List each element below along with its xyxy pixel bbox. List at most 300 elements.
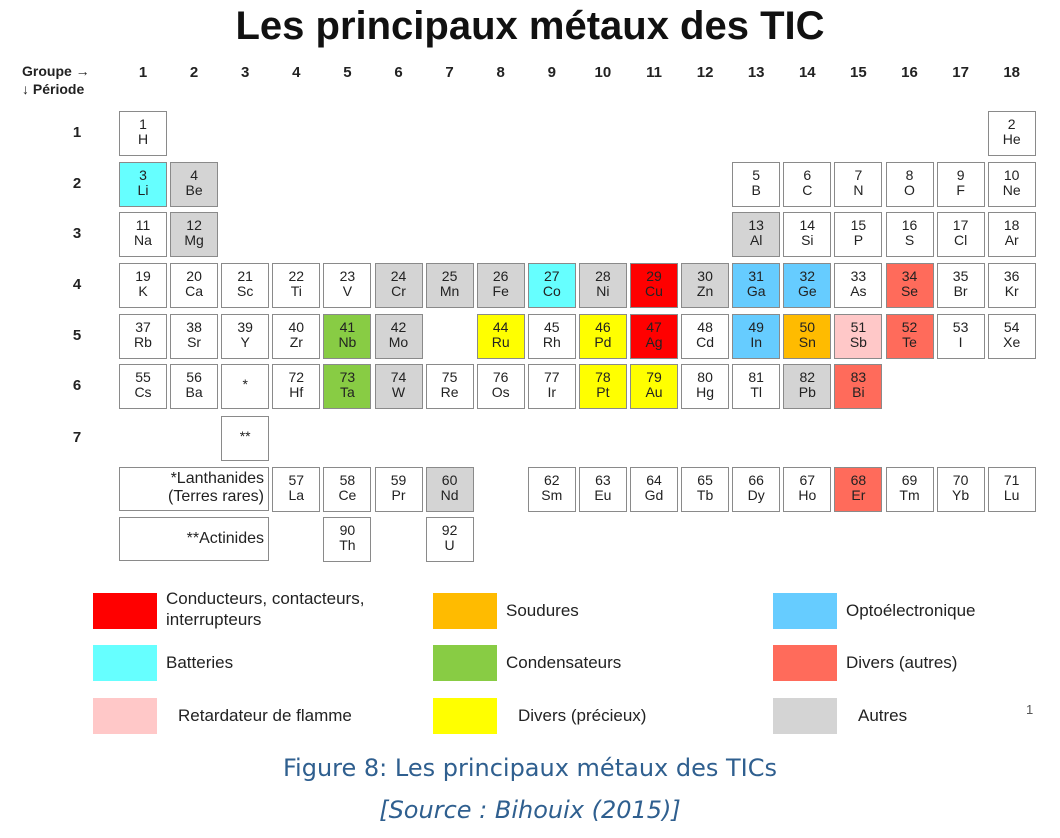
element-symbol: Ar [1004, 232, 1019, 248]
atomic-number: 65 [697, 472, 713, 488]
legend-label-batteries: Batteries [166, 653, 234, 672]
element-symbol: Sm [541, 487, 563, 503]
element-symbol: Ge [797, 283, 817, 299]
atomic-number: 83 [850, 369, 867, 385]
element-symbol: Ne [1002, 182, 1021, 198]
element-symbol: Re [440, 384, 459, 400]
atomic-number: 50 [799, 319, 816, 335]
element-cell-ag [630, 314, 678, 359]
atomic-number: 14 [799, 217, 816, 233]
element-symbol: Ce [338, 487, 357, 503]
element-cell-k [119, 263, 167, 308]
atomic-number: 40 [288, 319, 305, 335]
element-symbol: Lu [1003, 487, 1020, 503]
atomic-number: 19 [135, 268, 151, 284]
legend-swatch-conducteurs [93, 593, 157, 629]
element-symbol: As [850, 283, 867, 299]
atomic-number: 28 [595, 268, 611, 284]
group-label-15: 15 [850, 64, 867, 81]
atomic-number: 76 [492, 369, 509, 385]
legend-label-conducteurs: Conducteurs, contacteurs, interrupteurs [166, 589, 365, 629]
element-symbol: Th [339, 537, 356, 553]
element-cell-se [886, 263, 934, 308]
element-symbol: Ca [185, 283, 204, 299]
element-symbol: U [444, 537, 455, 553]
element-cell-pt [579, 364, 627, 409]
period-label-4: 4 [72, 276, 82, 293]
atomic-number: 59 [390, 472, 407, 488]
legend-swatch-autres [773, 698, 837, 734]
element-cell-mo [375, 314, 423, 359]
atomic-number: 92 [441, 522, 458, 538]
element-cell-bi [834, 364, 882, 409]
element-symbol: Sn [798, 334, 816, 350]
atomic-number: 48 [697, 319, 713, 335]
atomic-number: 5 [752, 167, 761, 183]
atomic-number: 80 [697, 369, 713, 385]
element-cell-p [834, 212, 882, 257]
element-cell-u [426, 517, 474, 562]
element-cell-al [732, 212, 780, 257]
element-symbol: Mo [388, 334, 409, 350]
element-symbol: Be [185, 182, 203, 198]
element-symbol: Ag [645, 334, 663, 350]
element-cell-pd [579, 314, 627, 359]
element-symbol: H [137, 131, 149, 147]
period-label-6: 6 [72, 377, 82, 394]
element-cell-sr [170, 314, 218, 359]
element-cell-ti [272, 263, 320, 308]
element-symbol: Zn [696, 283, 714, 299]
element-cell-be [170, 162, 218, 207]
atomic-number: 73 [339, 369, 356, 385]
element-cell-w [375, 364, 423, 409]
atomic-number: 29 [646, 268, 662, 284]
atomic-number: 78 [595, 369, 611, 385]
element-symbol: K [138, 283, 148, 299]
element-symbol: Tl [750, 384, 763, 400]
atomic-number: 47 [646, 319, 662, 335]
atomic-number: 49 [748, 319, 764, 335]
atomic-number: 68 [850, 472, 867, 488]
legend-swatch-soudures [433, 593, 497, 629]
element-symbol: Zr [289, 334, 303, 350]
legend-label-condensateurs: Condensateurs [506, 653, 622, 672]
element-symbol: Os [491, 384, 510, 400]
element-symbol: Cr [391, 283, 406, 299]
element-cell-zn [681, 263, 729, 308]
element-symbol: Nb [338, 334, 357, 350]
legend-label-divers_precieux: Divers (précieux) [518, 706, 647, 725]
element-symbol: Rb [134, 334, 152, 350]
lanthanides-label [119, 467, 269, 511]
group-label-6: 6 [394, 64, 403, 81]
figure-caption: Figure 8: Les principaux métaux des TICs [282, 754, 777, 782]
element-cell-cd [681, 314, 729, 359]
element-symbol: Co [542, 283, 561, 299]
element-symbol: O [904, 182, 915, 198]
atomic-number: 57 [288, 472, 305, 488]
group-label-13: 13 [747, 64, 765, 81]
atomic-number: 52 [901, 319, 918, 335]
element-symbol: Rh [542, 334, 561, 350]
period-label-5: 5 [72, 327, 82, 344]
element-cell-lanthanides-ref [221, 364, 269, 409]
element-symbol: Bi [852, 384, 865, 400]
atomic-number: 22 [288, 268, 305, 284]
element-symbol: Sb [849, 334, 867, 350]
element-cell-nb [323, 314, 371, 359]
element-cell-lu [988, 467, 1036, 512]
atomic-number: 9 [956, 167, 965, 183]
atomic-number: 12 [186, 217, 202, 233]
group-label-4: 4 [292, 64, 301, 81]
atomic-number: 27 [544, 268, 560, 284]
atomic-number: 75 [441, 369, 458, 385]
atomic-number: 66 [748, 472, 764, 488]
element-symbol: C [802, 182, 813, 198]
element-symbol: Yb [952, 487, 970, 503]
element-symbol: Cu [645, 283, 663, 299]
element-cell-br [937, 263, 985, 308]
atomic-number: 46 [595, 319, 611, 335]
element-cell-ga [732, 263, 780, 308]
element-cell-kr [988, 263, 1036, 308]
legend-swatch-divers_autres [773, 645, 837, 681]
atomic-number: 63 [595, 472, 611, 488]
period-label-1: 1 [72, 124, 82, 141]
atomic-number: 79 [646, 369, 662, 385]
period-axis-label: ↓ Période [22, 81, 85, 97]
element-symbol: F [956, 182, 965, 198]
atomic-number: 20 [186, 268, 202, 284]
lanthanides-line2: (Terres rares) [167, 488, 264, 505]
legend-swatch-divers_precieux [433, 698, 497, 734]
atomic-number: 74 [390, 369, 407, 385]
element-cell-rb [119, 314, 167, 359]
element-cell-yb [937, 467, 985, 512]
atomic-number: 15 [850, 217, 867, 233]
element-symbol: Pr [391, 487, 406, 503]
group-axis-label: Groupe → [22, 63, 90, 79]
element-cell-eu [579, 467, 627, 512]
element-cell-y [221, 314, 269, 359]
element-cell-sn [783, 314, 831, 359]
element-symbol: Sr [187, 334, 202, 350]
element-cell-pr [375, 467, 423, 512]
atomic-number: 13 [748, 217, 764, 233]
element-cell-pb [783, 364, 831, 409]
element-cell-sm [528, 467, 576, 512]
atomic-number: 8 [905, 167, 914, 183]
axis-head [22, 62, 90, 98]
legend-label-retardateur: Retardateur de flamme [178, 706, 352, 725]
element-symbol: Li [137, 182, 149, 198]
element-symbol: Mn [439, 283, 460, 299]
group-label-18: 18 [1003, 64, 1021, 81]
atomic-number: 34 [901, 268, 918, 284]
element-cell-tm [886, 467, 934, 512]
element-symbol: In [750, 334, 763, 350]
atomic-number: 62 [544, 472, 560, 488]
element-symbol: Mg [184, 232, 204, 248]
atomic-number: 3 [139, 167, 147, 183]
group-label-11: 11 [646, 64, 662, 81]
element-cell-ni [579, 263, 627, 308]
element-symbol: Al [749, 232, 763, 248]
element-cell-au [630, 364, 678, 409]
element-cell-th [323, 517, 371, 562]
element-symbol: He [1002, 131, 1021, 147]
element-symbol: Er [851, 487, 866, 503]
atomic-number: 2 [1007, 116, 1016, 132]
element-symbol: N [853, 182, 864, 198]
group-label-5: 5 [343, 64, 352, 81]
atomic-number: ** [239, 428, 251, 444]
element-cell-in [732, 314, 780, 359]
atomic-number: 4 [190, 167, 198, 183]
element-cell-cs [119, 364, 167, 409]
element-symbol: Pt [596, 384, 610, 400]
element-symbol: Gd [644, 487, 664, 503]
atomic-number: 10 [1003, 167, 1020, 183]
legend-label-divers_autres: Divers (autres) [846, 653, 958, 672]
element-cell-nd [426, 467, 474, 512]
atomic-number: * [242, 376, 248, 392]
actinides-label [119, 517, 269, 561]
atomic-number: 17 [952, 217, 969, 233]
element-cell-he [988, 111, 1036, 156]
legend-swatch-retardateur [93, 698, 157, 734]
element-cell-gd [630, 467, 678, 512]
element-symbol: Au [645, 384, 663, 400]
element-symbol: Hf [289, 384, 304, 400]
legend-label-autres: Autres [858, 706, 908, 725]
atomic-number: 55 [135, 369, 151, 385]
element-cell-o [886, 162, 934, 207]
legend-label-soudures: Soudures [506, 601, 579, 620]
period-label-2: 2 [72, 175, 82, 192]
element-symbol: Sc [237, 283, 254, 299]
element-cell-cl [937, 212, 985, 257]
element-symbol: Br [953, 283, 968, 299]
element-symbol: Ba [185, 384, 203, 400]
group-label-16: 16 [901, 64, 918, 81]
element-cell-sb [834, 314, 882, 359]
atomic-number: 53 [952, 319, 969, 335]
element-cell-ir [528, 364, 576, 409]
element-cell-te [886, 314, 934, 359]
group-label-8: 8 [496, 64, 505, 81]
element-cell-rh [528, 314, 576, 359]
element-symbol: Nd [440, 487, 459, 503]
element-symbol: La [288, 487, 305, 503]
element-cell-hf [272, 364, 320, 409]
atomic-number: 16 [901, 217, 918, 233]
legend-swatch-condensateurs [433, 645, 497, 681]
element-cell-cu [630, 263, 678, 308]
atomic-number: 54 [1003, 319, 1020, 335]
atomic-number: 32 [799, 268, 816, 284]
atomic-number: 90 [339, 522, 356, 538]
element-symbol: Ta [339, 384, 355, 400]
atomic-number: 72 [288, 369, 305, 385]
atomic-number: 38 [186, 319, 202, 335]
element-symbol: Hg [696, 384, 715, 400]
atomic-number: 41 [339, 319, 356, 335]
element-cell-h [119, 111, 167, 156]
element-symbol: W [391, 384, 406, 400]
group-label-7: 7 [445, 64, 454, 81]
element-symbol: Cd [696, 334, 715, 350]
element-symbol: Ho [798, 487, 817, 503]
element-symbol: Pb [798, 384, 816, 400]
element-cell-ca [170, 263, 218, 308]
group-label-2: 2 [189, 64, 199, 81]
atomic-number: 23 [339, 268, 356, 284]
atomic-number: 37 [135, 319, 151, 335]
period-label-7: 7 [72, 429, 82, 446]
element-cell-as [834, 263, 882, 308]
element-cell-mn [426, 263, 474, 308]
atomic-number: 58 [339, 472, 356, 488]
figure-source: [Source : Bihouix (2015)] [379, 796, 681, 824]
element-cell-ce [323, 467, 371, 512]
element-cell-er [834, 467, 882, 512]
lanthanides-line1: *Lanthanides [170, 470, 264, 487]
atomic-number: 36 [1003, 268, 1020, 284]
element-cell-i [937, 314, 985, 359]
element-symbol: Tb [696, 487, 714, 503]
element-symbol: Cs [134, 384, 152, 400]
legend-swatch-batteries [93, 645, 157, 681]
element-cell-co [528, 263, 576, 308]
group-label-1: 1 [138, 64, 148, 81]
element-cell-ar [988, 212, 1036, 257]
atomic-number: 56 [186, 369, 202, 385]
atomic-number: 81 [748, 369, 764, 385]
atomic-number: 18 [1003, 217, 1020, 233]
element-symbol: Dy [747, 487, 765, 503]
element-cell-ho [783, 467, 831, 512]
element-cell-n [834, 162, 882, 207]
group-label-14: 14 [798, 64, 816, 81]
element-cell-dy [732, 467, 780, 512]
element-cell-la [272, 467, 320, 512]
element-symbol: Tm [899, 487, 920, 503]
element-cell-ne [988, 162, 1036, 207]
element-symbol: Fe [492, 283, 509, 299]
element-symbol: Cl [953, 232, 968, 248]
period-label-3: 3 [72, 225, 82, 242]
atomic-number: 6 [803, 167, 812, 183]
element-symbol: Te [902, 334, 917, 350]
atomic-number: 21 [237, 268, 253, 284]
element-symbol: Ru [491, 334, 510, 350]
element-symbol: Ir [547, 384, 557, 400]
page-title: Les principaux métaux des TIC [235, 4, 825, 48]
element-cell-si [783, 212, 831, 257]
legend-swatch-opto [773, 593, 837, 629]
element-cell-re [426, 364, 474, 409]
atomic-number: 39 [237, 319, 253, 335]
element-symbol: B [751, 182, 761, 198]
atomic-number: 51 [850, 319, 867, 335]
group-label-10: 10 [594, 64, 612, 81]
atomic-number: 25 [441, 268, 458, 284]
atomic-number: 42 [390, 319, 407, 335]
actinides-text: **Actinides [186, 530, 264, 547]
element-cell-f [937, 162, 985, 207]
atomic-number: 31 [748, 268, 764, 284]
element-symbol: Eu [594, 487, 612, 503]
element-cell-li [119, 162, 167, 207]
element-cell-xe [988, 314, 1036, 359]
element-cell-ru [477, 314, 525, 359]
atomic-number: 1 [139, 116, 147, 132]
element-cell-c [783, 162, 831, 207]
element-cell-s [886, 212, 934, 257]
element-cell-ta [323, 364, 371, 409]
atomic-number: 7 [854, 167, 863, 183]
legend-label-opto: Optoélectronique [846, 601, 976, 620]
atomic-number: 33 [850, 268, 867, 284]
atomic-number: 71 [1003, 472, 1020, 488]
element-cell-mg [170, 212, 218, 257]
element-symbol: Se [900, 283, 919, 299]
element-symbol: Y [240, 334, 250, 350]
element-cell-zr [272, 314, 320, 359]
atomic-number: 44 [492, 319, 509, 335]
atomic-number: 82 [799, 369, 816, 385]
element-cell-na [119, 212, 167, 257]
element-symbol: S [904, 232, 915, 248]
group-label-17: 17 [952, 64, 969, 81]
atomic-number: 67 [799, 472, 816, 488]
element-symbol: Kr [1004, 283, 1019, 299]
atomic-number: 35 [952, 268, 969, 284]
atomic-number: 30 [697, 268, 713, 284]
element-cell-sc [221, 263, 269, 308]
element-cell-actinides-ref [221, 416, 269, 461]
element-cell-fe [477, 263, 525, 308]
element-cell-b [732, 162, 780, 207]
element-symbol: Xe [1003, 334, 1021, 350]
atomic-number: 64 [646, 472, 662, 488]
element-symbol: I [958, 334, 963, 350]
atomic-number: 60 [441, 472, 458, 488]
page-number: 1 [1026, 702, 1034, 717]
element-cell-hg [681, 364, 729, 409]
atomic-number: 26 [492, 268, 509, 284]
element-symbol: P [853, 232, 864, 248]
group-label-3: 3 [241, 64, 250, 81]
element-symbol: Si [801, 232, 814, 248]
element-cell-v [323, 263, 371, 308]
atomic-number: 11 [135, 217, 151, 233]
element-cell-ge [783, 263, 831, 308]
element-cell-os [477, 364, 525, 409]
element-symbol: Ti [290, 283, 302, 299]
group-label-9: 9 [547, 64, 556, 81]
atomic-number: 45 [544, 319, 560, 335]
atomic-number: 70 [952, 472, 969, 488]
element-symbol: Ga [746, 283, 766, 299]
element-symbol: Ni [596, 283, 610, 299]
element-cell-ba [170, 364, 218, 409]
group-label-12: 12 [696, 64, 714, 81]
element-cell-cr [375, 263, 423, 308]
